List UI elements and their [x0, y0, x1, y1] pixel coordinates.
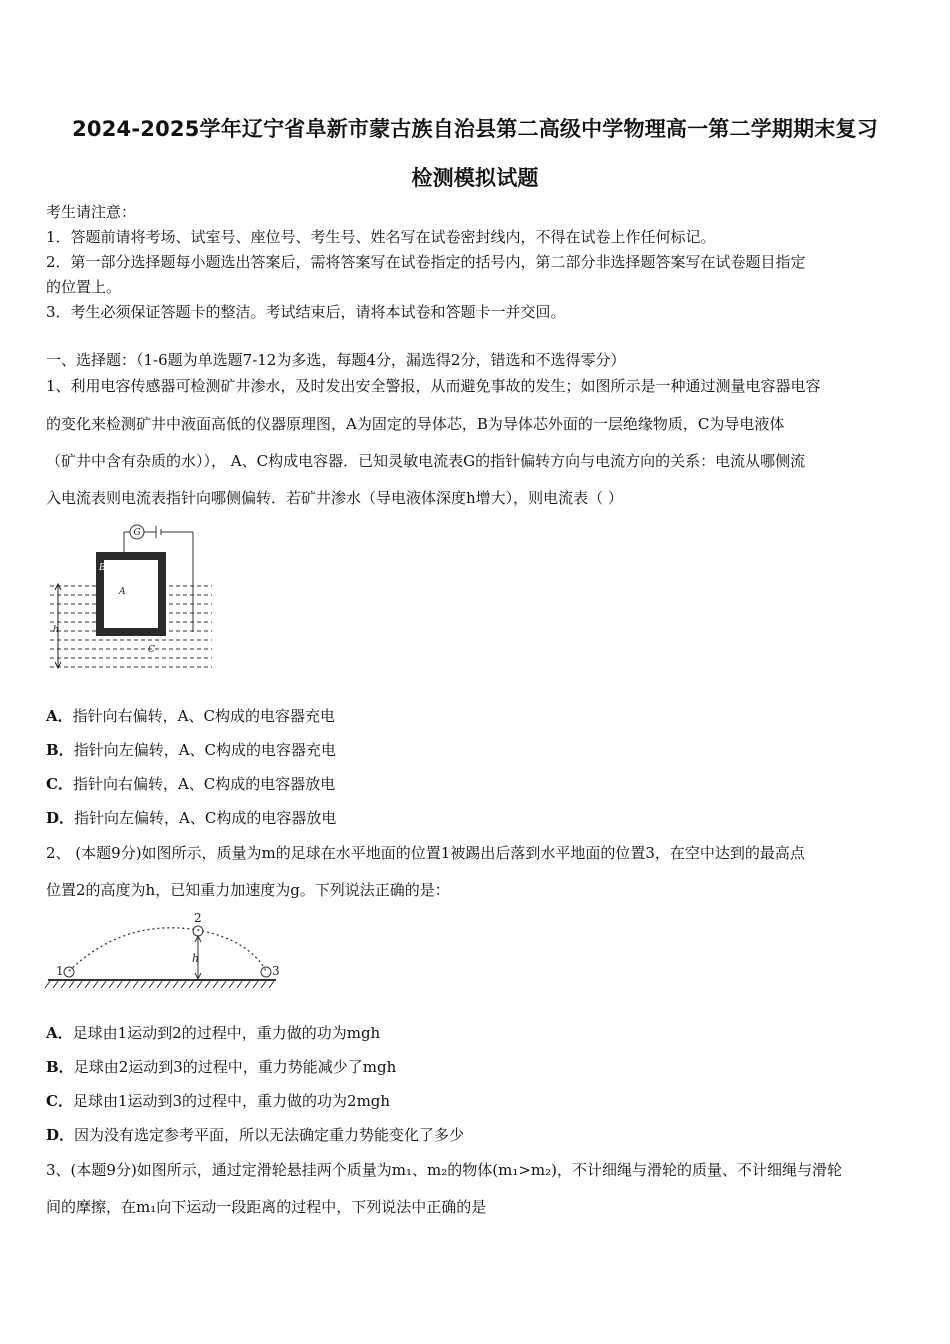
- notice-item: 1．答题前请将考场、试室号、座位号、考生号、姓名写在试卷密封线内，不得在试卷上作任何标记。: [46, 228, 716, 246]
- q3-text: 3、(本题9分)如图所示，通过定滑轮悬挂两个质量为m₁、m₂的物体(m₁>m₂)，不计细绳与滑轮的质量、不计细绳与滑轮: [46, 1161, 843, 1179]
- q2-text: 位置2的高度为h，已知重力加速度为g。下列说法正确的是：: [46, 881, 450, 899]
- q1-option-d[interactable]: D．指针向左偏转，A、C构成的电容器放电: [46, 809, 337, 827]
- liquid-label: C: [148, 645, 155, 655]
- q2-option-b[interactable]: B．足球由2运动到3的过程中，重力势能减少了mgh: [46, 1058, 397, 1076]
- section-heading: 一、选择题：（1-6题为单选题7-12为多选，每题4分，漏选得2分，错选和不选得零分）: [46, 351, 626, 369]
- q2-option-d[interactable]: D．因为没有选定参考平面，所以无法确定重力势能变化了多少: [46, 1126, 465, 1144]
- q2-option-a[interactable]: A．足球由1运动到2的过程中，重力做的功为mgh: [46, 1024, 381, 1042]
- depth-label: h: [53, 625, 59, 635]
- notice-item: 2．第一部分选择题每小题选出答案后，需将答案写在试卷指定的括号内，第二部分非选择题答案写在试卷题目指定: [46, 253, 806, 271]
- notice-item: 3．考生必须保证答题卡的整洁。考试结束后，请将本试卷和答题卡一并交回。: [46, 303, 566, 321]
- conductor-core-label: A: [119, 587, 126, 597]
- position-3-label: 3: [272, 964, 280, 978]
- q1-text: 1、利用电容传感器可检测矿井渗水，及时发出安全警报，从而避免事故的发生；如图所示是一种通过测量电容器电容: [46, 377, 821, 395]
- q1-text: 入电流表则电流表指针向哪侧偏转．若矿井渗水（导电液体深度h增大），则电流表（ ）: [46, 489, 623, 507]
- exam-title-line-1: 2024-2025学年辽宁省阜新市蒙古族自治县第二高级中学物理高一第二学期期末复习: [72, 117, 878, 141]
- position-1-label: 1: [56, 964, 64, 978]
- q1-capacitor-figure: [44, 518, 216, 676]
- q1-text: 的变化来检测矿井中液面高低的仪器原理图，A为固定的导体芯，B为导体芯外面的一层绝缘物质，C为导电液体: [46, 415, 785, 433]
- position-2-label: 2: [194, 911, 202, 925]
- galvanometer-label: G: [133, 528, 141, 538]
- q1-option-c[interactable]: C．指针向右偏转，A、C构成的电容器放电: [46, 775, 336, 793]
- exam-title-line-2: 检测模拟试题: [411, 166, 539, 190]
- notice-item: 的位置上。: [46, 278, 122, 296]
- insulator-label: B: [99, 563, 106, 573]
- q2-text: 2、 (本题9分)如图所示，质量为m的足球在水平地面的位置1被踢出后落到水平地面的位置3，在空中达到的最高点: [46, 844, 805, 862]
- q3-text: 间的摩擦，在m₁向下运动一段距离的过程中，下列说法中正确的是: [46, 1198, 487, 1216]
- q1-text: （矿井中含有杂质的水））， A、C构成电容器．已知灵敏电流表G的指针偏转方向与电流方向的关系：电流从哪侧流: [46, 452, 806, 470]
- height-label: h: [192, 952, 200, 965]
- q1-option-b[interactable]: B．指针向左偏转，A、C构成的电容器充电: [46, 741, 336, 759]
- q2-option-c[interactable]: C．足球由1运动到3的过程中，重力做的功为2mgh: [46, 1092, 391, 1110]
- notice-heading: 考生请注意：: [46, 203, 137, 221]
- q2-trajectory-figure: [44, 908, 284, 994]
- q1-option-a[interactable]: A．指针向右偏转，A、C构成的电容器充电: [46, 707, 335, 725]
